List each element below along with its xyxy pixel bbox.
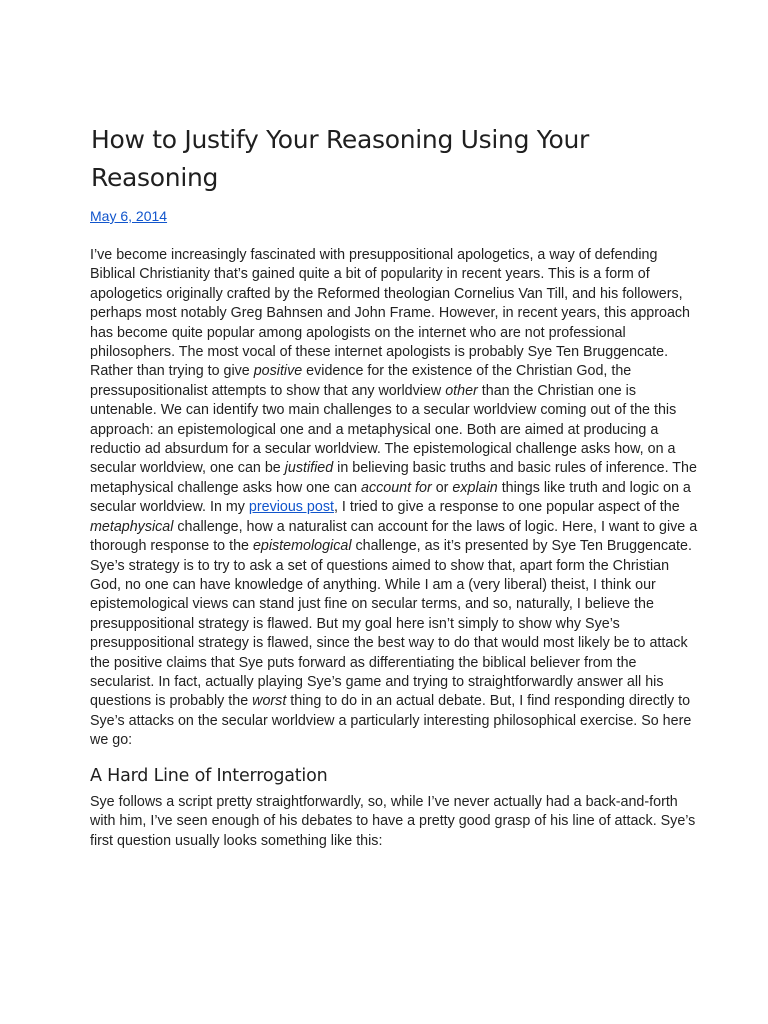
text-line: presuppositional strategy is flawed, since the best way to do that would most likely be to attack [90,635,688,652]
section-heading: A Hard Line of Interrogation [90,766,328,786]
emphasis-text: other [445,382,478,399]
previous-post-link[interactable]: previous post [248,499,334,516]
text-line: philosophers. The most vocal of these internet apologists is probably Sye Ten Bruggencate. [90,344,669,361]
text-line: Sye follows a script pretty straightforwardly, so, while I’ve never actually had a back-and-forth [90,794,678,810]
emphasis-text: justified [284,460,334,477]
text-line: with him, I’ve seen enough of his debates to have a pretty good grasp of his line of attack. Sye’s [90,813,696,830]
emphasis-text: account for [361,479,432,496]
article-title: How to Justify Your Reasoning Using Your Reasoning [91,125,589,192]
emphasis-text: epistemological [252,538,352,555]
text-line: metaphysical challenge asks how one can account for or explain things like truth and logic on a [90,479,691,496]
text-line: Rather than trying to give positive evidence for the existence of the Christian God, the [90,363,632,380]
text-line: Biblical Christianity that’s gained quite a bit of popularity in recent years. This is a form of [90,266,650,283]
text-line: questions is probably the worst thing to do in an actual debate. But, I find responding directly to [90,693,691,710]
text-line: the positive claims that Sye puts forward as differentiating the biblical believer from the [90,654,637,671]
article-date-link[interactable]: May 6, 2014 [90,208,168,224]
emphasis-text: positive [253,363,303,380]
text-line: epistemological views can stand just fine on secular terms, and so, naturally, I believe the [90,596,654,613]
section-paragraph [90,793,698,851]
text-line: has become quite popular among apologists on the internet who are not professional [90,324,626,341]
article-intro-paragraph [90,246,698,751]
text-line: approach: an epistemological one and a metaphysical one. Both are aimed at producing a [90,421,659,438]
text-line: reductio ad absurdum for a secular worldview. The epistemological challenge asks how, on a [90,441,676,458]
text-line: Sye’s strategy is to try to ask a set of questions aimed to show that, apart form the Christian [90,557,670,574]
text-line: metaphysical challenge, how a naturalist can account for the laws of logic. Here, I want to give a [90,518,698,535]
text-line: first question usually looks something like this: [90,832,383,849]
text-line: pressupositionalist attempts to show that any worldview other than the Christian one is [90,382,636,399]
text-line: apologetics originally crafted by the Reformed theologian Cornelius Van Till, and his followers, [90,285,683,302]
text-line: secularist. In fact, actually playing Sye’s game and trying to straightforwardly answer all his [90,673,664,690]
text-line: perhaps most notably Greg Bahnsen and John Frame. However, in recent years, this approach [90,305,691,322]
emphasis-text: metaphysical [90,518,174,535]
text-line: God, no one can have knowledge of anything. While I am a (very liberal) theist, I think our [90,576,656,593]
text-line: untenable. We can identify two main challenges to a secular worldview coming out of the this [90,402,677,419]
emphasis-text: worst [252,693,287,710]
text-line: Sye’s attacks on the secular worldview a particularly interesting philosophical exercise. So here [90,712,692,729]
text-line: thorough response to the epistemological challenge, as it’s presented by Sye Ten Bruggencate. [90,538,692,555]
text-line: I’ve become increasingly fascinated with presuppositional apologetics, a way of defending [90,247,658,263]
text-line: secular worldview. In my previous post, I tried to give a response to one popular aspect of the [90,499,680,516]
text-line: we go: [90,732,133,749]
emphasis-text: explain [452,479,498,496]
text-line: presuppositional strategy is flawed. But my goal here isn’t simply to show why Sye’s [90,615,620,632]
text-line: secular worldview, one can be justified in believing basic truths and basic rules of inference. The [90,460,697,477]
